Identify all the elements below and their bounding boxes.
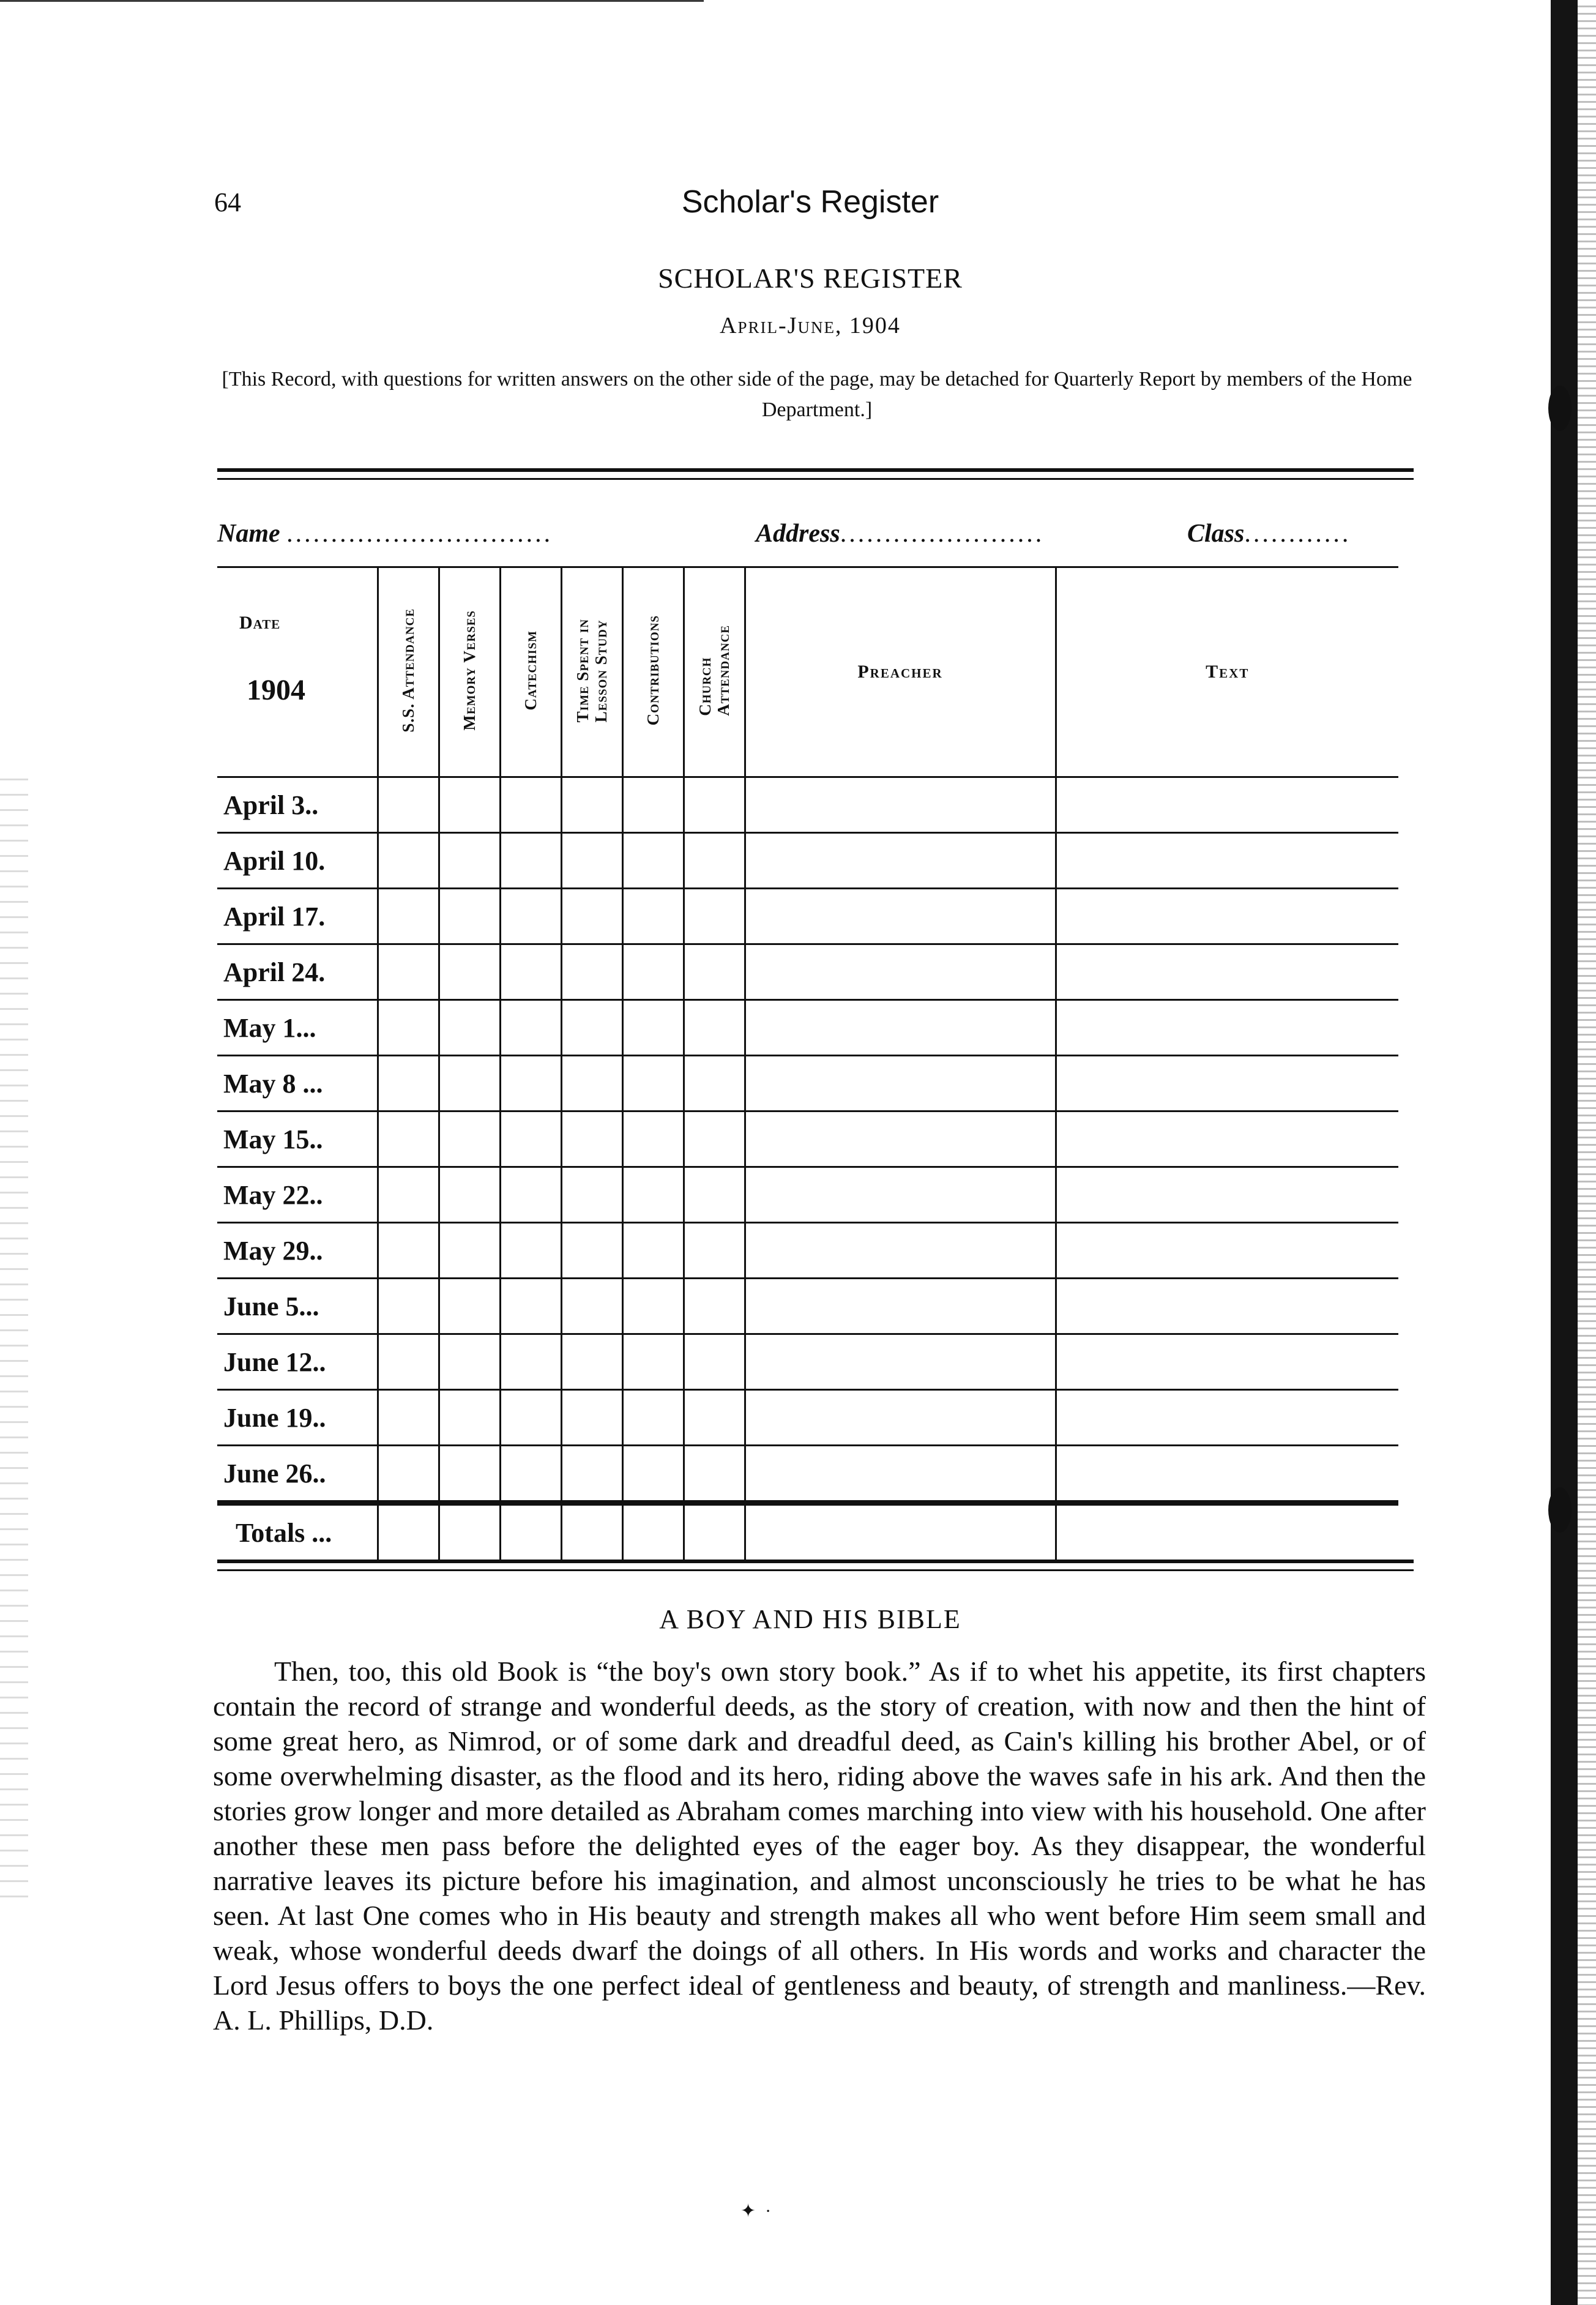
- entry-cell[interactable]: [439, 777, 500, 833]
- entry-cell[interactable]: [622, 944, 684, 1000]
- entry-cell[interactable]: [500, 777, 561, 833]
- entry-cell[interactable]: [378, 1279, 439, 1334]
- entry-cell[interactable]: [622, 1446, 684, 1503]
- entry-cell[interactable]: [378, 1000, 439, 1056]
- entry-cell[interactable]: [622, 1167, 684, 1223]
- table-row: [217, 944, 1398, 1000]
- entry-cell[interactable]: [684, 1167, 745, 1223]
- entry-cell[interactable]: [500, 833, 561, 889]
- entry-cell[interactable]: [439, 833, 500, 889]
- preacher-cell[interactable]: [745, 1334, 1056, 1390]
- date-header-label: Date: [239, 613, 281, 633]
- page-top-rule: [0, 0, 704, 2]
- entry-cell[interactable]: [500, 1390, 561, 1446]
- entry-cell[interactable]: [684, 889, 745, 944]
- entry-cell[interactable]: [500, 1167, 561, 1223]
- text-cell[interactable]: [1056, 1000, 1398, 1056]
- entry-cell[interactable]: [500, 1111, 561, 1167]
- text-cell[interactable]: [1056, 1167, 1398, 1223]
- entry-cell[interactable]: [561, 1223, 622, 1279]
- preacher-cell[interactable]: [745, 1390, 1056, 1446]
- entry-cell[interactable]: [439, 1334, 500, 1390]
- scan-binding-edge: [1551, 0, 1578, 2305]
- entry-cell[interactable]: [439, 889, 500, 944]
- entry-cell[interactable]: [561, 1000, 622, 1056]
- scan-left-noise: [0, 765, 28, 1897]
- lesson-study-time-header: Time Spent in Lesson Study: [561, 567, 622, 777]
- entry-cell[interactable]: [500, 1056, 561, 1111]
- total-cell[interactable]: [561, 1503, 622, 1560]
- entry-cell[interactable]: [622, 1334, 684, 1390]
- preacher-cell[interactable]: [745, 1279, 1056, 1334]
- entry-cell[interactable]: [500, 1334, 561, 1390]
- name-field[interactable]: Name ..............................: [217, 520, 553, 548]
- preacher-cell[interactable]: [745, 833, 1056, 889]
- table-row: [217, 1390, 1398, 1446]
- entry-cell[interactable]: [378, 1167, 439, 1223]
- entry-cell[interactable]: [500, 1223, 561, 1279]
- text-cell[interactable]: [1056, 1446, 1398, 1503]
- entry-cell[interactable]: [439, 1000, 500, 1056]
- text-header: Text: [1056, 567, 1398, 777]
- row-date: April 3..: [217, 777, 378, 833]
- entry-cell[interactable]: [439, 1111, 500, 1167]
- entry-cell[interactable]: [684, 1223, 745, 1279]
- row-date: April 24.: [217, 944, 378, 1000]
- entry-cell[interactable]: [378, 889, 439, 944]
- entry-cell[interactable]: [561, 1390, 622, 1446]
- article-heading: A BOY AND HIS BIBLE: [659, 1604, 961, 1634]
- entry-cell[interactable]: [378, 1111, 439, 1167]
- entry-cell[interactable]: [561, 777, 622, 833]
- running-head: Scholar's Register: [681, 184, 939, 220]
- article-body: Then, too, this old Book is “the boy's own story book.” As if to whet his appetite, its first chapters contain the record of strange and wonderful deeds, as the story of creation, with now and then the hint of some great hero, as Nimrod, or of some dark and dreadful deed, as Cain's killing his brother Abel, or of some overwhelming disaster, as the flood and its hero, riding above the waves safe in his ark. And then the stories grow longer and more detailed as Abraham comes marching into view with his household. One after another these men pass before the delighted eyes of the eager boy. As they disappear, the wonderful narrative leaves its picture before his imagination, and almost unconsciously he tries to be what he has seen. At last One comes who in His beauty and strength makes all who went before Him seem small and weak, whose wonderful deeds dwarf the doings of all others. In His words and works and character the Lord Jesus offers to boys the one perfect ideal of gentleness and beauty, of strength and manliness.—Rev. A. L. Phillips, D.D.: [213, 1656, 1426, 2036]
- row-date: April 10.: [217, 833, 378, 889]
- entry-cell[interactable]: [439, 1390, 500, 1446]
- text-cell[interactable]: [1056, 777, 1398, 833]
- punch-hole-lower: [1548, 1487, 1572, 1533]
- preacher-cell[interactable]: [745, 1000, 1056, 1056]
- row-date: June 5...: [217, 1279, 378, 1334]
- table-row: [217, 1000, 1398, 1056]
- text-cell[interactable]: [1056, 1334, 1398, 1390]
- entry-cell[interactable]: [439, 1223, 500, 1279]
- preacher-cell[interactable]: [745, 1056, 1056, 1111]
- page-number: 64: [214, 187, 241, 217]
- text-cell[interactable]: [1056, 833, 1398, 889]
- preacher-cell[interactable]: [745, 1111, 1056, 1167]
- entry-cell[interactable]: [500, 889, 561, 944]
- totals-label: Totals ...: [217, 1503, 378, 1560]
- preacher-cell[interactable]: [745, 944, 1056, 1000]
- entry-cell[interactable]: [622, 1111, 684, 1167]
- date-header-year: 1904: [247, 674, 305, 706]
- ornament-dot: ✦ ·: [740, 2201, 772, 2221]
- entry-cell[interactable]: [561, 1334, 622, 1390]
- entry-cell[interactable]: [500, 944, 561, 1000]
- entry-cell[interactable]: [622, 833, 684, 889]
- entry-cell[interactable]: [378, 1056, 439, 1111]
- entry-cell[interactable]: [378, 1223, 439, 1279]
- table-row: [217, 1279, 1398, 1334]
- entry-cell[interactable]: [439, 1056, 500, 1111]
- total-cell[interactable]: [439, 1503, 500, 1560]
- entry-cell[interactable]: [439, 944, 500, 1000]
- text-cell[interactable]: [1056, 889, 1398, 944]
- entry-cell[interactable]: [561, 889, 622, 944]
- preacher-cell[interactable]: [745, 1167, 1056, 1223]
- form-note: [This Record, with questions for written answers on the other side of the page, may be detached for Quarterly Report by members of the Home Department.]: [222, 368, 1412, 421]
- row-date: May 15..: [217, 1111, 378, 1167]
- form-title: SCHOLAR'S REGISTER: [658, 263, 963, 294]
- entry-cell[interactable]: [500, 1279, 561, 1334]
- preacher-cell[interactable]: [745, 889, 1056, 944]
- row-date: April 17.: [217, 889, 378, 944]
- entry-cell[interactable]: [378, 1334, 439, 1390]
- row-date: May 8 ...: [217, 1056, 378, 1111]
- entry-cell[interactable]: [561, 1446, 622, 1503]
- table-row: [217, 1167, 1398, 1223]
- entry-cell[interactable]: [622, 889, 684, 944]
- entry-cell[interactable]: [378, 1390, 439, 1446]
- entry-cell[interactable]: [378, 777, 439, 833]
- entry-cell[interactable]: [439, 1446, 500, 1503]
- entry-cell[interactable]: [684, 1446, 745, 1503]
- entry-cell[interactable]: [622, 1223, 684, 1279]
- text-cell[interactable]: [1056, 1279, 1398, 1334]
- totals-row: [217, 1503, 1398, 1560]
- entry-cell[interactable]: [622, 777, 684, 833]
- table-row: [217, 1056, 1398, 1111]
- entry-cell[interactable]: [561, 833, 622, 889]
- entry-cell[interactable]: [684, 1111, 745, 1167]
- entry-cell[interactable]: [561, 1056, 622, 1111]
- row-date: June 19..: [217, 1390, 378, 1446]
- entry-cell[interactable]: [684, 777, 745, 833]
- table-row: [217, 889, 1398, 944]
- form-subtitle: April-June, 1904: [720, 313, 901, 338]
- entry-cell[interactable]: [684, 1279, 745, 1334]
- entry-cell[interactable]: [684, 1056, 745, 1111]
- entry-cell[interactable]: [684, 1000, 745, 1056]
- entry-cell[interactable]: [684, 1334, 745, 1390]
- entry-cell[interactable]: [378, 1446, 439, 1503]
- preacher-cell[interactable]: [745, 777, 1056, 833]
- table-row: [217, 833, 1398, 889]
- entry-cell[interactable]: [684, 833, 745, 889]
- row-date: June 12..: [217, 1334, 378, 1390]
- text-cell[interactable]: [1056, 1056, 1398, 1111]
- text-cell[interactable]: [1056, 1390, 1398, 1446]
- entry-cell[interactable]: [561, 944, 622, 1000]
- table-row: [217, 1446, 1398, 1503]
- preacher-cell[interactable]: [745, 1223, 1056, 1279]
- table-row: [217, 1334, 1398, 1390]
- table-row: [217, 1223, 1398, 1279]
- memory-verses-header: Memory Verses: [439, 567, 500, 777]
- total-cell[interactable]: [622, 1503, 684, 1560]
- bottom-double-rule: [217, 1560, 1414, 1563]
- total-cell[interactable]: [1056, 1503, 1398, 1560]
- entry-cell[interactable]: [684, 1390, 745, 1446]
- row-date: May 22..: [217, 1167, 378, 1223]
- total-cell[interactable]: [745, 1503, 1056, 1560]
- address-field[interactable]: Address.......................: [756, 520, 1045, 548]
- entry-cell[interactable]: [378, 944, 439, 1000]
- register-table: [217, 566, 1398, 1560]
- entry-cell[interactable]: [684, 944, 745, 1000]
- entry-cell[interactable]: [439, 1279, 500, 1334]
- entry-cell[interactable]: [378, 833, 439, 889]
- contributions-header: Contributions: [622, 567, 684, 777]
- ss-attendance-header: S.S. Attendance: [378, 567, 439, 777]
- entry-cell[interactable]: [622, 1056, 684, 1111]
- date-column-header: [217, 567, 378, 777]
- entry-cell[interactable]: [622, 1000, 684, 1056]
- top-double-rule: [217, 468, 1414, 472]
- text-cell[interactable]: [1056, 1223, 1398, 1279]
- entry-cell[interactable]: [500, 1000, 561, 1056]
- entry-cell[interactable]: [622, 1279, 684, 1334]
- text-cell[interactable]: [1056, 944, 1398, 1000]
- text-cell[interactable]: [1056, 1111, 1398, 1167]
- punch-hole-upper: [1548, 386, 1572, 431]
- catechism-header: Catechism: [500, 567, 561, 777]
- entry-cell[interactable]: [561, 1279, 622, 1334]
- register-header-row: [217, 567, 1398, 777]
- table-row: [217, 777, 1398, 833]
- table-row: [217, 1111, 1398, 1167]
- scan-edge-noise: [1578, 0, 1596, 2305]
- row-date: June 26..: [217, 1446, 378, 1503]
- entry-cell[interactable]: [561, 1111, 622, 1167]
- row-date: May 1...: [217, 1000, 378, 1056]
- class-field[interactable]: Class............: [1187, 520, 1351, 548]
- church-attendance-header: Church Attendance: [684, 567, 745, 777]
- total-cell[interactable]: [684, 1503, 745, 1560]
- total-cell[interactable]: [378, 1503, 439, 1560]
- entry-cell[interactable]: [622, 1390, 684, 1446]
- entry-cell[interactable]: [561, 1167, 622, 1223]
- entry-cell[interactable]: [500, 1446, 561, 1503]
- total-cell[interactable]: [500, 1503, 561, 1560]
- preacher-cell[interactable]: [745, 1446, 1056, 1503]
- preacher-header: Preacher: [745, 567, 1056, 777]
- row-date: May 29..: [217, 1223, 378, 1279]
- entry-cell[interactable]: [439, 1167, 500, 1223]
